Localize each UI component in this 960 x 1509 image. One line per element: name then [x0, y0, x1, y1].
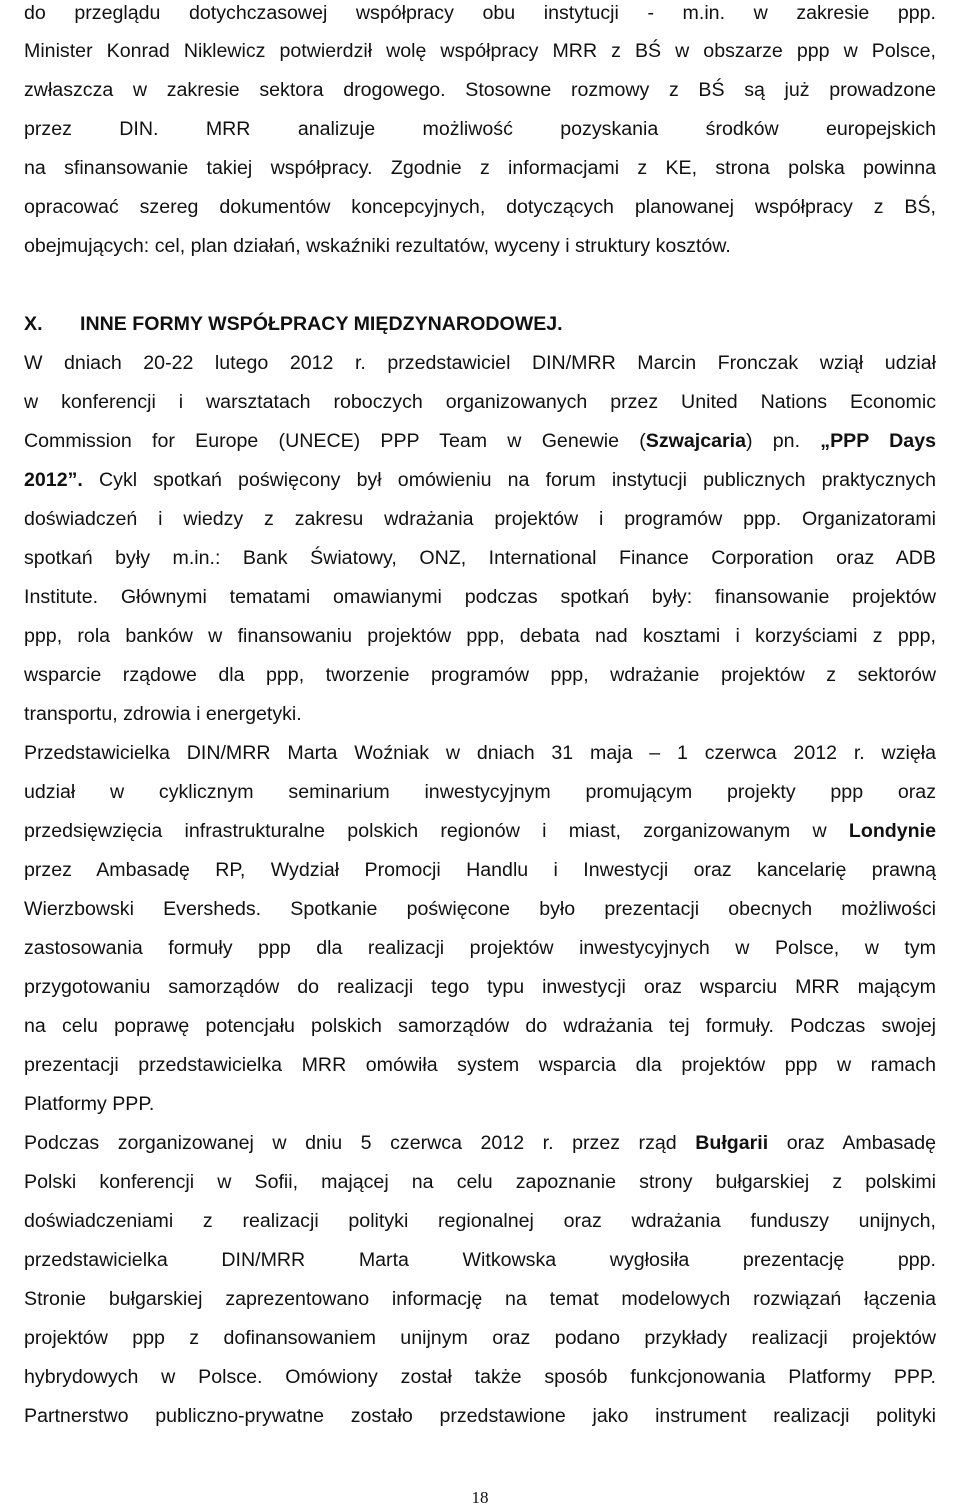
paragraph-line: na celu poprawę potencjału polskich samorządów do wdrażania tej formuły. Podczas swojej	[24, 1015, 936, 1037]
paragraph-line: przedstawicielka DIN/MRR Marta Witkowska wygłosiła prezentację ppp.	[24, 1249, 936, 1271]
paragraph-line: wsparcie rządowe dla ppp, tworzenie programów ppp, wdrażanie projektów z sektorów	[24, 664, 936, 686]
paragraph-line: udział w cyklicznym seminarium inwestycyjnym promującym projekty ppp oraz	[24, 781, 936, 803]
paragraph-line: Stronie bułgarskiej zaprezentowano informację na temat modelowych rozwiązań łączenia	[24, 1288, 936, 1310]
paragraph-line: zastosowania formuły ppp dla realizacji projektów inwestycyjnych w Polsce, w tym	[24, 937, 936, 959]
text-run: Commission for Europe (UNECE) PPP Team w Genewie (	[24, 430, 646, 452]
paragraph-line	[24, 467, 936, 493]
paragraph-line: Platformy PPP.	[24, 1093, 155, 1115]
paragraph-line: przygotowaniu samorządów do realizacji tego typu inwestycji oraz wsparciu MRR mającym	[24, 976, 936, 998]
paragraph-line: zwłaszcza w zakresie sektora drogowego. Stosowne rozmowy z BŚ są już prowadzone	[24, 79, 936, 101]
text-run: Podczas zorganizowanej w dniu 5 czerwca 2012 r. przez rząd	[24, 1132, 696, 1154]
paragraph-line: doświadczeń i wiedzy z zakresu wdrażania projektów i programów ppp. Organizatorami	[24, 508, 936, 530]
text-run: oraz Ambasadę	[768, 1132, 936, 1154]
paragraph-line: opracować szereg dokumentów koncepcyjnych, dotyczących planowanej współpracy z BŚ,	[24, 196, 936, 218]
paragraph-line: Partnerstwo publiczno-prywatne zostało przedstawione jako instrument realizacji polityki	[24, 1405, 936, 1427]
paragraph-line	[24, 818, 936, 844]
text-run: ) pn.	[746, 430, 821, 452]
section-heading	[24, 311, 936, 337]
paragraph-line: doświadczeniami z realizacji polityki regionalnej oraz wdrażania funduszy unijnych,	[24, 1210, 936, 1232]
text-run: Cykl spotkań poświęcony był omówieniu na forum instytucji publicznych praktycznych	[82, 469, 936, 491]
paragraph-line: Wierzbowski Eversheds. Spotkanie poświęcone było prezentacji obecnych możliwości	[24, 898, 936, 920]
paragraph-line	[24, 428, 936, 454]
paragraph-line: Przedstawicielka DIN/MRR Marta Woźniak w dniach 31 maja – 1 czerwca 2012 r. wzięła	[24, 742, 936, 764]
country-name: Szwajcaria	[645, 430, 747, 452]
paragraph-line: do przeglądu dotychczasowej współpracy obu instytucji - m.in. w zakresie ppp.	[24, 2, 936, 24]
text-run: przedsięwzięcia infrastrukturalne polskich regionów i miast, zorganizowanym w	[24, 820, 849, 842]
page-number: 18	[471, 1488, 489, 1507]
event-name: 2012”.	[24, 469, 83, 491]
paragraph-line: Institute. Głównymi tematami omawianymi podczas spotkań były: finansowanie projektów	[24, 586, 936, 608]
paragraph-line: Minister Konrad Niklewicz potwierdził wolę współpracy MRR z BŚ w obszarze ppp w Polsce,	[24, 40, 936, 62]
paragraph-line: przez DIN. MRR analizuje możliwość pozyskania środków europejskich	[24, 118, 936, 140]
paragraph-line: prezentacji przedstawicielka MRR omówiła system wsparcia dla projektów ppp w ramach	[24, 1054, 936, 1076]
city-name: Londynie	[848, 820, 936, 842]
section-number: X.	[24, 313, 43, 335]
paragraph-line: Polski konferencji w Sofii, mającej na celu zapoznanie strony bułgarskiej z polskimi	[24, 1171, 936, 1193]
country-name: Bułgarii	[695, 1132, 769, 1154]
paragraph-line: projektów ppp z dofinansowaniem unijnym oraz podano przykłady realizacji projektów	[24, 1327, 936, 1349]
paragraph-line: W dniach 20-22 lutego 2012 r. przedstawiciel DIN/MRR Marcin Fronczak wziął udział	[24, 352, 936, 374]
paragraph-line: na sfinansowanie takiej współpracy. Zgodnie z informacjami z KE, strona polska powinna	[24, 157, 936, 179]
paragraph-line: ppp, rola banków w finansowaniu projektów ppp, debata nad kosztami i korzyściami z ppp,	[24, 625, 936, 647]
paragraph-line: transportu, zdrowia i energetyki.	[24, 703, 302, 725]
event-name: „PPP Days	[820, 430, 936, 452]
paragraph-line: obejmujących: cel, plan działań, wskaźniki rezultatów, wyceny i struktury kosztów.	[24, 235, 731, 257]
paragraph-line: w konferencji i warsztatach roboczych organizowanych przez United Nations Economic	[24, 391, 936, 413]
paragraph-line: hybrydowych w Polsce. Omówiony został także sposób funkcjonowania Platformy PPP.	[24, 1366, 936, 1388]
paragraph-line: przez Ambasadę RP, Wydział Promocji Handlu i Inwestycji oraz kancelarię prawną	[24, 859, 936, 881]
paragraph-line	[24, 1130, 936, 1156]
paragraph-line: spotkań były m.in.: Bank Światowy, ONZ, International Finance Corporation oraz ADB	[24, 547, 936, 569]
section-title: INNE FORMY WSPÓŁPRACY MIĘDZYNARODOWEJ.	[80, 313, 563, 335]
